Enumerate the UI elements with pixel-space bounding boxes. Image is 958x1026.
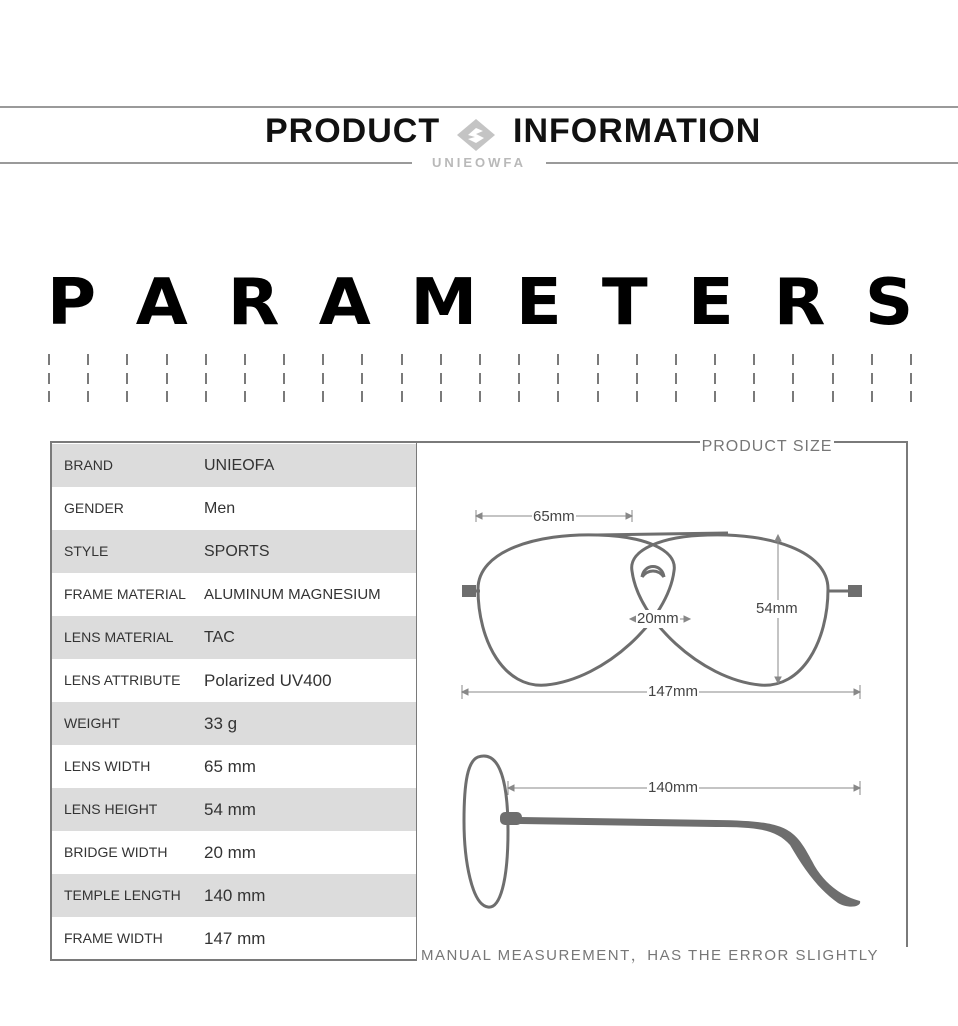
parameters-letter: A — [135, 266, 188, 340]
tick-mark — [283, 391, 285, 402]
parameters-letter: R — [773, 266, 826, 340]
tick-mark — [48, 373, 50, 384]
spec-label: LENS ATTRIBUTE — [64, 672, 181, 688]
spec-label: FRAME WIDTH — [64, 930, 163, 946]
parameters-letter: T — [601, 266, 648, 340]
tick-mark — [205, 354, 207, 365]
spec-label: LENS HEIGHT — [64, 801, 158, 817]
table-row — [52, 573, 416, 616]
tick-mark — [479, 391, 481, 402]
decorative-tick-marks — [48, 354, 912, 402]
tick-mark — [401, 391, 403, 402]
tick-mark — [636, 354, 638, 365]
tick-mark — [753, 391, 755, 402]
tick-mark — [440, 373, 442, 384]
tick-mark — [440, 391, 442, 402]
spec-label: GENDER — [64, 500, 124, 516]
spec-label: STYLE — [64, 543, 109, 559]
table-row — [52, 487, 416, 530]
tick-mark — [361, 373, 363, 384]
table-row — [52, 917, 416, 960]
bridge-width-label: 20mm — [637, 610, 679, 627]
spec-value: SPORTS — [204, 543, 270, 560]
tick-mark — [597, 391, 599, 402]
lens-width-label: 65mm — [533, 508, 575, 525]
spec-table — [50, 441, 416, 961]
spec-label: WEIGHT — [64, 715, 120, 731]
tick-mark — [675, 391, 677, 402]
table-row — [52, 874, 416, 917]
header-top-rule — [0, 106, 958, 108]
spec-label: LENS MATERIAL — [64, 629, 174, 645]
temple-length-label: 140mm — [648, 779, 699, 796]
parameters-letter: M — [409, 266, 477, 340]
tick-mark — [87, 373, 89, 384]
lens-height-label: 54mm — [756, 600, 798, 617]
spec-value: Men — [204, 500, 236, 517]
tick-mark — [401, 373, 403, 384]
tick-mark — [479, 373, 481, 384]
spec-label: FRAME MATERIAL — [64, 586, 186, 602]
spec-label: BRIDGE WIDTH — [64, 844, 168, 860]
table-row — [52, 702, 416, 745]
tick-mark — [597, 354, 599, 365]
spec-label: LENS WIDTH — [64, 758, 151, 774]
table-row — [52, 530, 416, 573]
tick-mark — [244, 354, 246, 365]
tick-mark — [87, 391, 89, 402]
tick-mark — [322, 354, 324, 365]
brand-wordmark: UNIEOWFA — [412, 153, 546, 173]
table-row — [52, 616, 416, 659]
table-row — [52, 659, 416, 702]
tick-mark — [440, 354, 442, 365]
tick-mark — [597, 373, 599, 384]
tick-mark — [166, 391, 168, 402]
spec-value: Polarized UV400 — [204, 671, 332, 690]
tick-mark — [753, 373, 755, 384]
glasses-diagram — [416, 441, 908, 961]
tick-mark — [832, 391, 834, 402]
tick-mark — [753, 354, 755, 365]
tick-mark — [283, 354, 285, 365]
tick-mark — [871, 373, 873, 384]
tick-mark — [910, 354, 912, 365]
tick-mark — [557, 373, 559, 384]
tick-mark — [361, 391, 363, 402]
spec-value: 33 g — [204, 714, 238, 733]
tick-mark — [636, 391, 638, 402]
tick-mark — [792, 391, 794, 402]
tick-mark — [557, 391, 559, 402]
tick-mark — [832, 373, 834, 384]
table-row — [52, 745, 416, 788]
tick-mark — [714, 354, 716, 365]
tick-mark — [48, 391, 50, 402]
tick-mark — [244, 391, 246, 402]
parameters-letter: P — [46, 266, 97, 340]
tick-mark — [361, 354, 363, 365]
tick-mark — [675, 354, 677, 365]
tick-mark — [871, 354, 873, 365]
parameters-letter: A — [318, 266, 371, 340]
tick-mark — [479, 354, 481, 365]
product-size-label: PRODUCT SIZE — [700, 436, 834, 458]
diamond-s-logo-icon — [456, 118, 496, 152]
spec-value: 140 mm — [204, 886, 266, 905]
tick-mark — [244, 373, 246, 384]
table-row — [52, 444, 416, 487]
measurement-note: MANUAL MEASUREMENT，HAS THE ERROR SLIGHTLY — [421, 947, 879, 964]
tick-mark — [518, 354, 520, 365]
tick-mark — [714, 373, 716, 384]
parameters-letter: R — [227, 266, 280, 340]
tick-mark — [518, 373, 520, 384]
table-row — [52, 788, 416, 831]
tick-mark — [126, 354, 128, 365]
tick-mark — [205, 391, 207, 402]
tick-mark — [557, 354, 559, 365]
parameters-letter: E — [516, 266, 563, 340]
tick-mark — [832, 354, 834, 365]
tick-mark — [792, 373, 794, 384]
tick-mark — [714, 391, 716, 402]
spec-value: ALUMINUM MAGNESIUM — [204, 586, 381, 603]
tick-mark — [126, 373, 128, 384]
parameters-letter: E — [687, 266, 734, 340]
table-row — [52, 831, 416, 874]
parameters-letter: S — [864, 266, 914, 340]
tick-mark — [518, 391, 520, 402]
spec-value: UNIEOFA — [204, 457, 275, 474]
title-right-word: INFORMATION — [513, 112, 762, 150]
tick-mark — [166, 354, 168, 365]
tick-mark — [910, 373, 912, 384]
tick-mark — [166, 373, 168, 384]
tick-mark — [401, 354, 403, 365]
tick-mark — [910, 391, 912, 402]
tick-mark — [322, 373, 324, 384]
frame-width-label: 147mm — [648, 683, 699, 700]
title-left-word: PRODUCT — [265, 112, 441, 150]
spec-value: TAC — [204, 629, 235, 646]
tick-mark — [322, 391, 324, 402]
spec-label: TEMPLE LENGTH — [64, 887, 181, 903]
product-size-panel — [416, 441, 908, 961]
tick-mark — [871, 391, 873, 402]
tick-mark — [792, 354, 794, 365]
tick-mark — [87, 354, 89, 365]
spec-value: 20 mm — [204, 843, 256, 862]
tick-mark — [48, 354, 50, 365]
spec-value: 147 mm — [204, 929, 266, 948]
spec-value: 65 mm — [204, 757, 256, 776]
tick-mark — [283, 373, 285, 384]
spec-label: BRAND — [64, 457, 114, 473]
tick-mark — [205, 373, 207, 384]
tick-mark — [636, 373, 638, 384]
parameters-heading — [48, 268, 912, 338]
tick-mark — [675, 373, 677, 384]
tick-mark — [126, 391, 128, 402]
spec-value: 54 mm — [204, 800, 256, 819]
